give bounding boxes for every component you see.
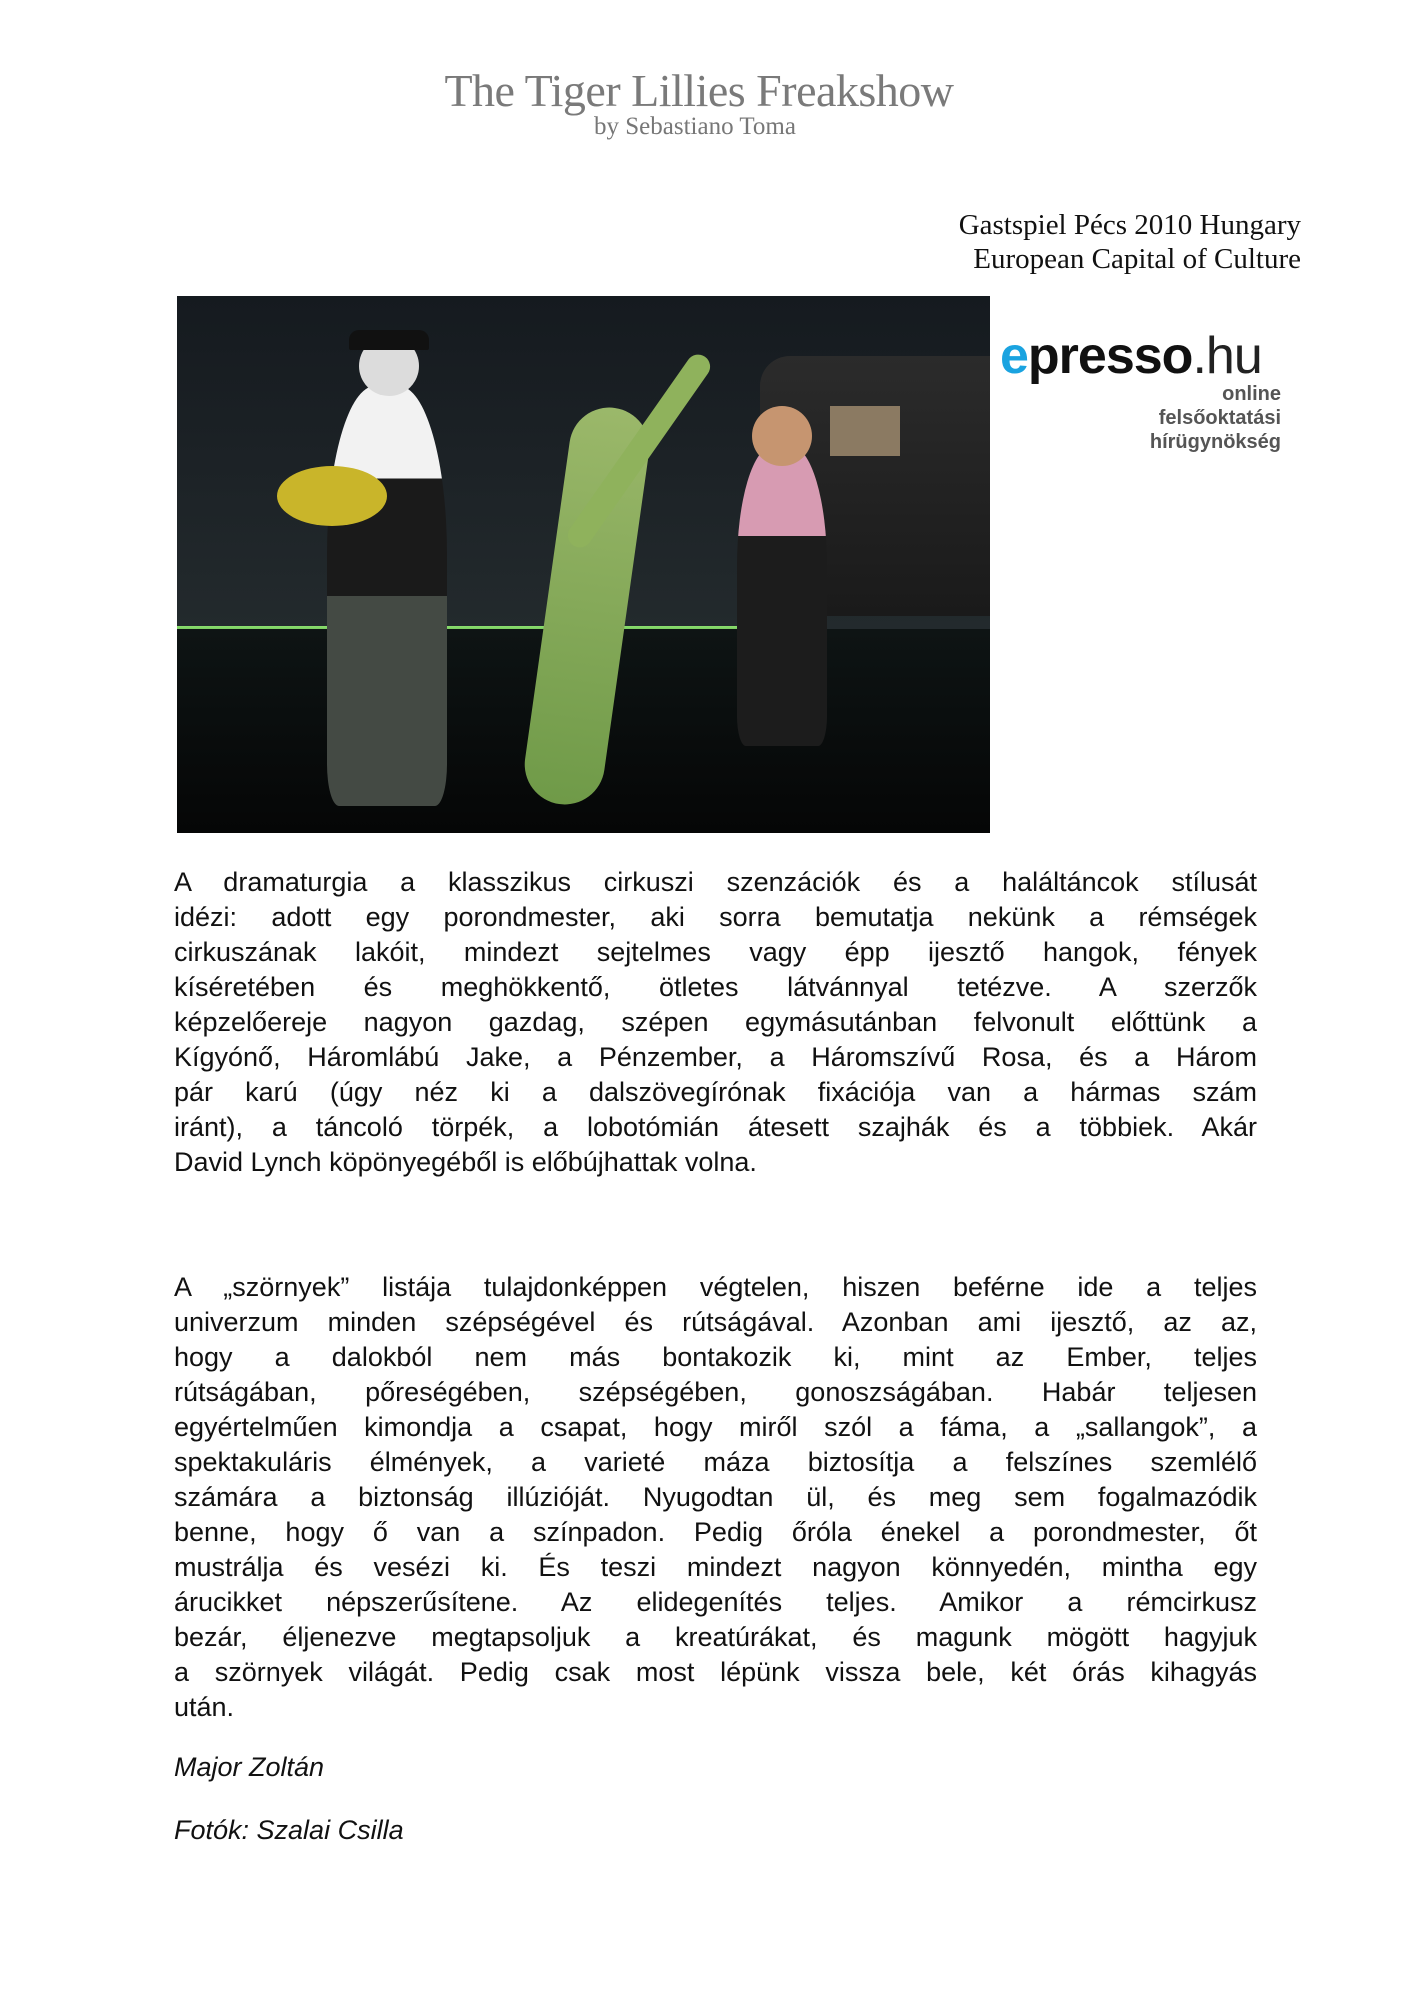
article-paragraph-1: [174, 865, 1257, 1180]
text-line: rútságában, pőreségében, szépségében, gonoszságában. Habár teljesen: [174, 1377, 1257, 1407]
text-line: számára a biztonság illúzióját. Nyugodtan ül, és meg sem fogalmazódik: [174, 1482, 1257, 1512]
text-line: bezár, éljenezve megtapsoljuk a kreatúrákat, és magunk mögött hagyjuk: [174, 1622, 1257, 1652]
stage-photo: [177, 296, 990, 833]
venue-line-1: Gastspiel Pécs 2010 Hungary: [958, 209, 1301, 241]
venue-line-2: European Capital of Culture: [973, 243, 1301, 275]
venue-info: [959, 208, 1301, 276]
logo-tagline-2: felsőoktatási: [1158, 407, 1281, 429]
title-text: The Tiger Lillies Freakshow: [444, 65, 954, 116]
logo-e: e: [1000, 327, 1028, 385]
text-line: iránt), a táncoló törpék, a lobotómián átesett szajhák és a többiek. Akár: [174, 1112, 1257, 1142]
text-line: mustrálja és vesézi ki. És teszi mindezt nagyon könnyedén, mintha egy: [174, 1552, 1257, 1582]
text-line: képzelőereje nagyon gazdag, szépen egymásutánban felvonult előttünk a: [174, 1007, 1257, 1037]
photo-performer-head: [752, 406, 812, 466]
epresso-logo: [1000, 327, 1283, 454]
document-subtitle: [0, 113, 1414, 141]
text-line: cirkuszának lakóit, mindezt sejtelmes vagy épp ijesztő hangok, fények: [174, 937, 1257, 967]
text-line: idézi: adott egy porondmester, aki sorra bemutatja nekünk a rémségek: [174, 902, 1257, 932]
photo-wagon-window: [830, 406, 900, 456]
text-line: spektakuláris élmények, a varieté máza biztosítja a felszínes szemlélő: [174, 1447, 1257, 1477]
text-line: A „szörnyek” listája tulajdonképpen végtelen, hiszen beférne ide a teljes: [174, 1272, 1257, 1302]
photo-credit: Fotók: Szalai Csilla: [174, 1815, 404, 1845]
text-line: a szörnyek világát. Pedig csak most lépünk vissza bele, két órás kihagyás: [174, 1657, 1257, 1687]
text-line: után.: [174, 1692, 235, 1722]
text-line: univerzum minden szépségével és rútságával. Azonban ami ijesztő, az az,: [174, 1307, 1257, 1337]
text-line: Kígyónő, Háromlábú Jake, a Pénzember, a Háromszívű Rosa, és a Három: [174, 1042, 1257, 1072]
text-line: hogy a dalokból nem más bontakozik ki, mint az Ember, teljes: [174, 1342, 1257, 1372]
photo-performer: [737, 446, 827, 746]
text-line: David Lynch köpönyegéből is előbújhattak volna.: [174, 1147, 757, 1177]
logo-presso: presso: [1027, 327, 1193, 385]
photo-ringmaster: [327, 386, 447, 806]
article-paragraph-2: [174, 1270, 1257, 1725]
logo-tagline-1: online: [1222, 383, 1281, 405]
text-line: benne, hogy ő van a színpadon. Pedig őróla énekel a porondmester, őt: [174, 1517, 1257, 1547]
logo-tagline-3: hírügynökség: [1149, 431, 1281, 453]
logo-tld: .hu: [1192, 327, 1262, 385]
text-line: pár karú (úgy néz ki a dalszövegírónak fixációja van a hármas szám: [174, 1077, 1257, 1107]
author-name: Major Zoltán: [174, 1752, 325, 1782]
text-line: kíséretében és meghökkentő, ötletes látvánnyal tetézve. A szerzők: [174, 972, 1257, 1002]
text-line: árucikket népszerűsítene. Az elidegenítés teljes. Amikor a rémcirkusz: [174, 1587, 1257, 1617]
logo-wordmark: [1000, 327, 1283, 385]
photo-bowler-hat: [349, 330, 429, 350]
text-line: A dramaturgia a klasszikus cirkuszi szenzációk és a haláltáncok stílusát: [174, 867, 1257, 897]
text-line: egyértelműen kimondja a csapat, hogy miről szól a fáma, a „sallangok”, a: [174, 1412, 1257, 1442]
subtitle-text: by Sebastiano Toma: [594, 113, 796, 140]
document-title: [0, 64, 1414, 117]
photo-guitar: [277, 466, 387, 526]
